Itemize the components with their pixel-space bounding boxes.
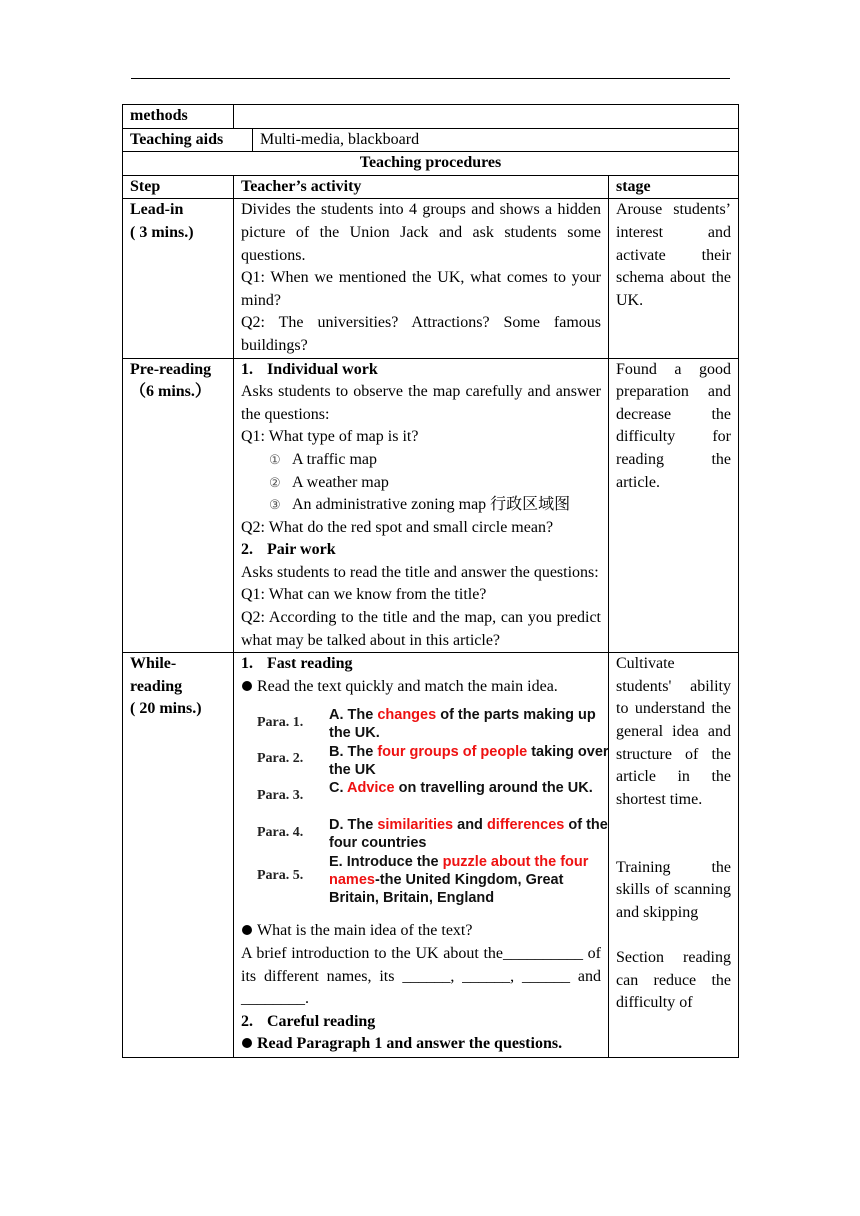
option-keyword: four groups of people bbox=[377, 744, 528, 761]
header-stage: stage bbox=[609, 175, 739, 199]
activity-question: Q2: The universities? Attractions? Some famous buildings? bbox=[241, 314, 601, 354]
leadin-activity bbox=[234, 199, 609, 358]
heading-number: 1. bbox=[241, 655, 253, 673]
whilereading-step bbox=[123, 653, 234, 1058]
option-text: -the United Kingdom, Great Britain, Britain, England bbox=[329, 872, 564, 907]
step-name-cont: reading bbox=[130, 677, 183, 695]
methods-row bbox=[123, 105, 739, 129]
bullet-item bbox=[241, 1033, 601, 1056]
prereading-activity bbox=[234, 358, 609, 653]
lesson-plan-table bbox=[122, 104, 739, 1058]
circled-number: ① bbox=[269, 451, 281, 467]
heading-number: 2. bbox=[241, 1012, 253, 1030]
option-a bbox=[329, 706, 614, 742]
prereading-stage: Found a good preparation and decrease the difficulty for reading the article. bbox=[609, 358, 739, 653]
option-text: A weather map bbox=[292, 473, 389, 491]
option-text: B. The bbox=[329, 744, 378, 761]
option-keyword: Advice bbox=[347, 780, 395, 797]
header-activity: Teacher’s activity bbox=[234, 175, 609, 199]
header-rule bbox=[131, 78, 730, 79]
circled-number: ② bbox=[269, 474, 281, 490]
map-option bbox=[241, 449, 601, 472]
column-header-row bbox=[123, 175, 739, 199]
heading-text: Pair work bbox=[267, 541, 336, 559]
leadin-stage: Arouse students’ interest and activate their schema about the UK. bbox=[609, 199, 739, 358]
activity-paragraph: Divides the students into 4 groups and shows a hidden picture of the Union Jack and ask students some questions. bbox=[241, 201, 601, 264]
activity-question: Q1: What can we know from the title? bbox=[241, 586, 487, 604]
option-text: E. Introduce the bbox=[329, 854, 443, 871]
prereading-step bbox=[123, 358, 234, 653]
leadin-step bbox=[123, 199, 234, 358]
option-text: of the parts making up the UK. bbox=[329, 707, 596, 742]
option-text: on travelling around the UK. bbox=[394, 780, 593, 797]
heading-text: Individual work bbox=[267, 360, 378, 378]
option-text: An administrative zoning map 行政区域图 bbox=[292, 496, 571, 514]
whilereading-row bbox=[123, 653, 739, 1058]
whilereading-activity bbox=[234, 653, 609, 1058]
bullet-icon bbox=[242, 1038, 252, 1048]
bullet-text: Read the text quickly and match the main idea. bbox=[257, 677, 558, 695]
option-text: D. The bbox=[329, 817, 378, 834]
heading-number: 1. bbox=[241, 360, 253, 378]
prereading-row bbox=[123, 358, 739, 653]
section-title-row bbox=[123, 152, 739, 176]
bullet-item bbox=[241, 676, 601, 699]
bullet-icon bbox=[242, 925, 252, 935]
option-text: A traffic map bbox=[292, 450, 378, 468]
header-step: Step bbox=[123, 175, 234, 199]
stage-note: Section reading can reduce the difficulty of bbox=[616, 948, 731, 1012]
option-text: taking over the UK bbox=[329, 744, 609, 779]
option-text: of the four countries bbox=[329, 817, 608, 852]
stage-note: Training the skills of scanning and skipping bbox=[616, 858, 731, 921]
stage-note: Cultivate students' ability to understand the general idea and structure of the article in the shortest time. bbox=[616, 655, 731, 808]
option-text: and bbox=[453, 817, 487, 834]
option-keyword: puzzle about the four names bbox=[329, 854, 589, 889]
fill-in-blank: A brief introduction to the UK about the__________ of its different names, its ______, ______, ______ and ________. bbox=[241, 945, 601, 1008]
teaching-aids-row bbox=[123, 128, 739, 152]
map-option bbox=[241, 494, 601, 517]
pair-work-heading bbox=[241, 539, 601, 562]
para-label: Para. 5. bbox=[257, 868, 304, 884]
fast-reading-heading bbox=[241, 653, 601, 676]
heading-text: Careful reading bbox=[267, 1012, 376, 1030]
step-time: （6 mins.） bbox=[130, 383, 211, 401]
option-keyword: changes bbox=[377, 707, 437, 724]
bullet-text: What is the main idea of the text? bbox=[257, 922, 473, 940]
step-name: Lead-in bbox=[130, 201, 184, 219]
bullet-item bbox=[241, 920, 601, 943]
activity-paragraph: Asks students to read the title and answer the questions: bbox=[241, 563, 599, 581]
para-label: Para. 3. bbox=[257, 788, 304, 804]
option-b bbox=[329, 743, 614, 779]
option-keyword: similarities bbox=[377, 817, 454, 834]
option-keyword: differences bbox=[486, 817, 565, 834]
step-name: While- bbox=[130, 655, 177, 673]
step-name: Pre-reading bbox=[130, 360, 212, 378]
bullet-text: Read Paragraph 1 and answer the questions. bbox=[257, 1035, 563, 1053]
step-time: ( 20 mins.) bbox=[130, 700, 202, 718]
activity-question: Q1: What type of map is it? bbox=[241, 428, 419, 446]
individual-work-heading bbox=[241, 359, 601, 382]
para-label: Para. 4. bbox=[257, 825, 304, 841]
activity-question: Q1: When we mentioned the UK, what comes to your mind? bbox=[241, 269, 601, 309]
methods-label: methods bbox=[123, 105, 234, 129]
circled-number: ③ bbox=[269, 497, 281, 513]
option-text: A. The bbox=[329, 707, 378, 724]
teaching-aids-label: Teaching aids bbox=[123, 128, 253, 152]
map-option bbox=[241, 472, 601, 495]
section-title: Teaching procedures bbox=[123, 152, 739, 176]
step-time: ( 3 mins.) bbox=[130, 223, 194, 241]
bullet-icon bbox=[242, 681, 252, 691]
option-text: C. bbox=[329, 780, 347, 797]
whilereading-stage bbox=[609, 653, 739, 1058]
teaching-aids-value: Multi-media, blackboard bbox=[253, 128, 739, 152]
option-c bbox=[329, 779, 614, 797]
para-label: Para. 2. bbox=[257, 751, 304, 767]
option-e bbox=[329, 853, 614, 907]
activity-paragraph: Asks students to observe the map carefully and answer the questions: bbox=[241, 383, 601, 423]
option-d bbox=[329, 816, 614, 852]
para-label: Para. 1. bbox=[257, 715, 304, 731]
heading-text: Fast reading bbox=[267, 655, 353, 673]
methods-value bbox=[234, 105, 739, 129]
careful-reading-heading bbox=[241, 1011, 601, 1034]
leadin-row bbox=[123, 199, 739, 358]
heading-number: 2. bbox=[241, 541, 253, 559]
activity-question: Q2: According to the title and the map, can you predict what may be talked about in this article? bbox=[241, 609, 601, 649]
activity-question: Q2: What do the red spot and small circle mean? bbox=[241, 518, 554, 536]
matching-exercise-image bbox=[241, 698, 609, 920]
